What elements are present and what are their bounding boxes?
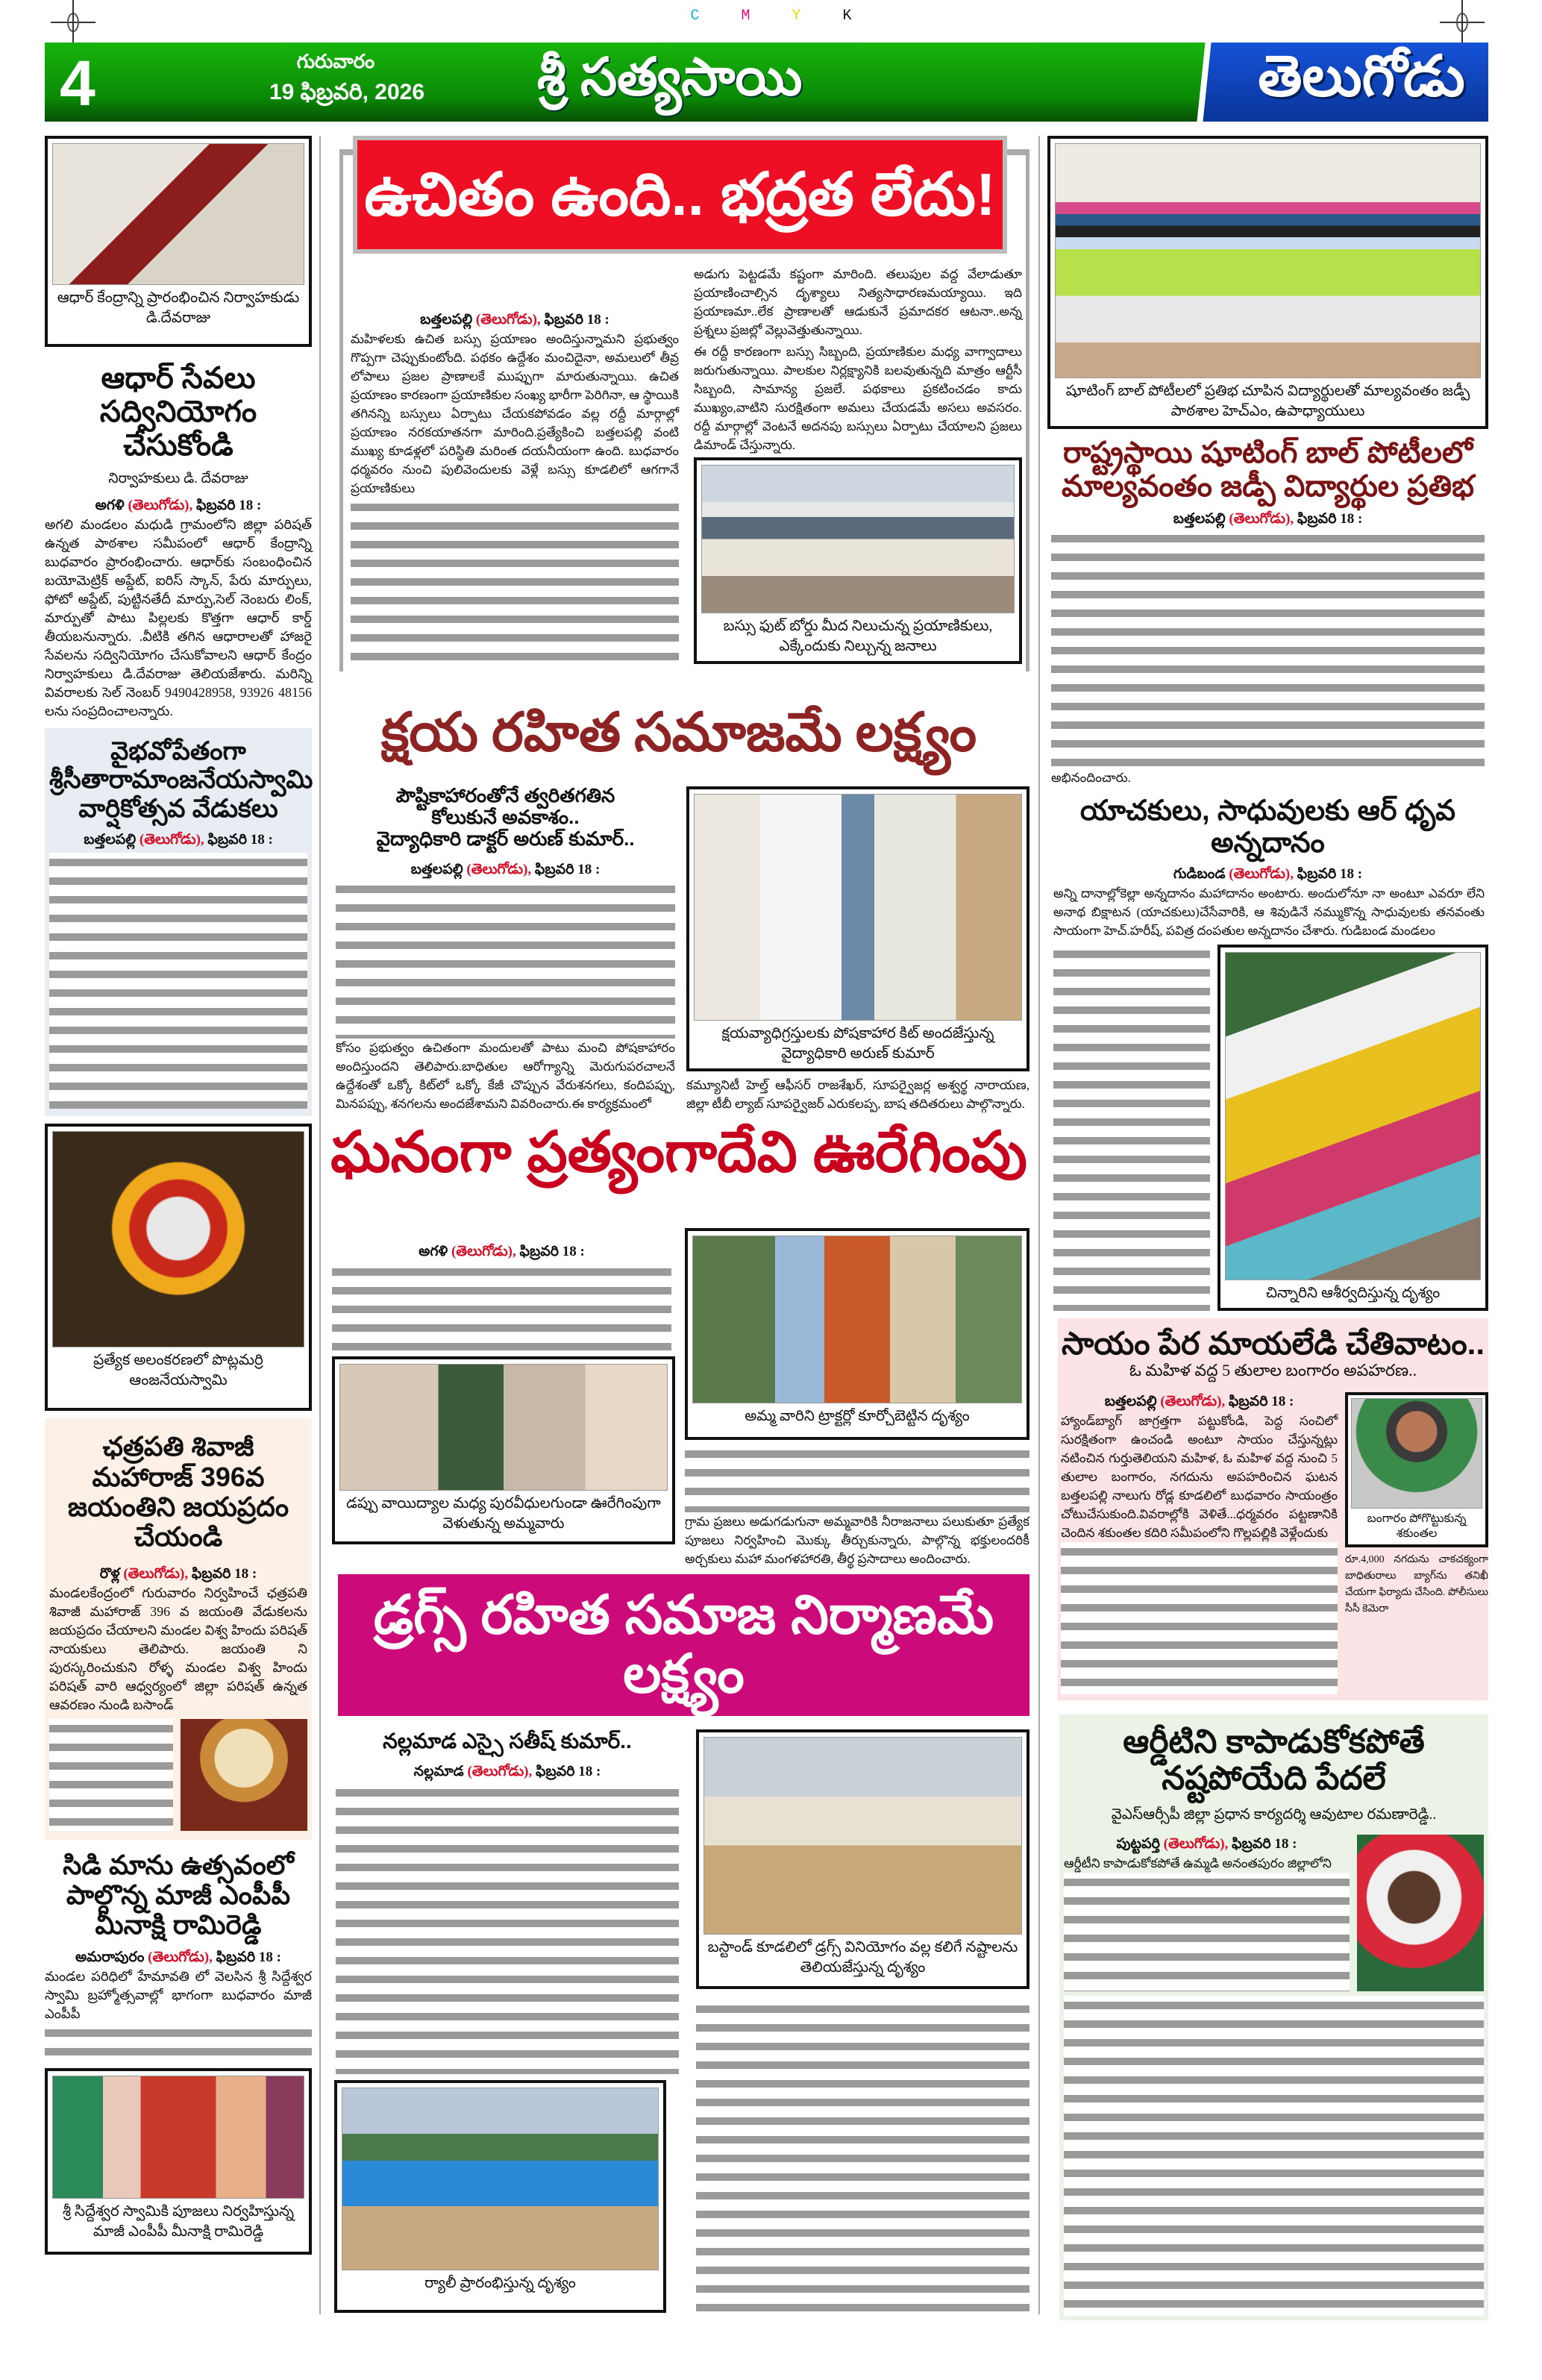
dateline: గుడిబండ (తెలుగోడు), ఫిబ్రవరి 18 :	[1173, 866, 1363, 883]
sidi-body: మండల పరిధిలో హేమావతి లో వెలసిన శ్రీ సిద్దేశ్వర స్వామి బ్రహ్మోత్సవాల్లో భాగంగా బుధవారం మాజీ ఎంపీపీ	[45, 1968, 312, 2021]
bus-body-3: ఈ రద్దీ కారణంగా బస్సు సిబ్బంది, ప్రయాణికుల మధ్య వాగ్వాదాలు జరుగుతున్నాయి. పాలకుల నిర్లక్ష్యానికి బలవుతున్నది మాత్రం ఆర్టీసీ సిబ్బంది, సామాన్య ప్రజలే. పథకాలు ప్రకటించడం కాదు ముఖ్యం,వాటిని సురక్షితంగా అమలు చేయడమే అసలు అవసరం. రద్దీ మార్గాల్లో వెంటనే అదనపు బస్సులు ఏర్పాటు చేయాలని ప్రజలు డిమాండ్ చేస్తున్నారు.	[694, 345, 1022, 452]
aadhar-body: అగలి మండలం మధుడి గ్రామంలోని జిల్లా పరిషత్ ఉన్నత పాఠశాల సమీపంలో ఆధార్ కేంద్రాన్ని బుధవారం ప్రారంభించారు. ఆధార్‌కు సంబంధించిన బయోమెట్రిక్ అప్డేట్, ఐరిస్ స్కాన్, పేరు మార్పులు, ఫోటో అప్డేట్, పుట్టినతేదీ మార్పు,సెల్ నెంబరు లింక్, మార్పుతో పాటు పిల్లలకు కొత్తగా ఆధార్ కార్డ్ తీయబనున్నారు. .వీటికి తగిన ఆధారాలతో హాజరై సేవలను సద్వినియోగం చేసుకోవాలని ఆధార్ కేంద్రం నిర్వాహకులు డి.దేవరాజు తెలియజేశారు. మరిన్ని వివరాలకు సెల్ నెంబర్ 9490428958, 93926 48156 లను సంప్రదించాలన్నారు.	[45, 517, 312, 719]
photo-caption: ఆధార్ కేంద్రాన్ని ప్రారంభించిన నిర్వాహకుడు డి.దేవరాజు	[57, 289, 300, 326]
bus-headline: ఉచితం ఉంది.. భద్రత లేదు!	[364, 161, 996, 228]
drugs-headline-box	[338, 1574, 1029, 1716]
photo-image	[342, 2088, 659, 2270]
cmyk-m: M	[741, 7, 750, 25]
tractor-photo	[685, 1228, 1029, 1440]
dateline: బత్తలపల్లి (తెలుగోడు), ఫిబ్రవరి 18 :	[84, 831, 273, 848]
dateline: పుట్టపర్తి (తెలుగోడు), ఫిబ్రవరి 18 :	[1116, 1835, 1297, 1852]
photo-caption: బస్టాండ్ కూడలిలో డ్రగ్స్ వినియోగం వల్ల కలిగే నష్టాలను తెలియజేస్తున్న దృశ్యం	[707, 1939, 1018, 1976]
photo-caption: ప్రత్యేక అలంకరణలో పొట్లమర్రి ఆంజనేయస్వామి	[93, 1352, 263, 1389]
dateline: బత్తలపల్లి (తెలుగోడు), ఫిబ్రవరి 18 :	[420, 312, 609, 328]
body-text-lines	[49, 1719, 173, 1831]
body-text-lines	[1061, 1542, 1338, 1694]
subhead-line: పౌష్టికాహారంతోనే త్వరితగతిన	[395, 784, 615, 807]
photo-image	[701, 465, 1015, 613]
date: 19 ఫిబ్రవరి, 2026	[269, 80, 425, 104]
dateline: బత్తలపల్లి (తెలుగోడు), ఫిబ్రవరి 18 :	[410, 862, 601, 878]
shivaji-portrait	[181, 1719, 307, 1831]
bus-left-column	[351, 298, 679, 664]
bus-photo	[694, 457, 1022, 664]
dateline: అగళి (తెలుగోడు), ఫిబ్రవరి 18 :	[419, 1244, 585, 1259]
body-text-lines	[1064, 1996, 1484, 2316]
photo-image	[52, 2076, 304, 2199]
rdt-box	[1059, 1714, 1488, 2320]
shooting-headline: రాష్ట్రస్థాయి షూటింగ్ బాల్ పోటీలలో మాల్యవంతం జడ్పీ విద్యార్థుల ప్రతిభ	[1061, 436, 1475, 503]
body-text-lines	[332, 1262, 671, 1352]
rdt-portrait	[1357, 1835, 1484, 1991]
procession-body: గ్రామ ప్రజలు అడుగడుగునా అమ్మవారికి నీరాజనాలు పలుకుతూ ప్రత్యేక పూజలు నిర్వహించి మొక్కు తీర్చుకున్నారు, పాల్గొన్న భక్తులందరికీ అర్చకులు మహా మంగళహారతి, తీర్థ ప్రసాదాలు అందించారు.	[685, 1515, 1029, 1566]
vaibhav-headline: వైభవోపేతంగా శ్రీసీతారామాంజనేయస్వామి వార్షికోత్సవ వేడుకలు	[49, 737, 313, 823]
photo-image	[52, 1131, 304, 1347]
shivaji-body: మండలకేంద్రంలో గురువారం నిర్వహించే ఛత్రపతి శివాజీ మహారాజ్ 396 వ జయంతి వేడుకలను జయప్రదం చేయాలని మండల విశ్వ హిందు పరిషత్ నాయకులు తెలిపారు. జయంతి ని పురస్కరించుకుని రోళ్ళ మండల విశ్వ హిందు పరిషత్ వారి ఆధ్వర్యంలో జిల్లా పరిషత్ ఉన్నత ఆవరణం నుండి బసాండ్	[49, 1585, 307, 1712]
shooting-photo	[1047, 136, 1488, 429]
day: గురువారం	[296, 50, 375, 72]
gold-body-end: రూ.4,000 నగదును చాకచక్యంగా బాధితురాలు బ్యాగ్‌ను తనిఖీ చేయగా ఫిర్యాదు చేసింది. పోలీసులు సీసీ కెమెరా	[1345, 1554, 1488, 1615]
photo-image	[1225, 952, 1481, 1280]
shooting-body: అభినందించారు.	[1051, 771, 1131, 785]
photo-image	[339, 1364, 668, 1491]
photo-image	[692, 1236, 1022, 1403]
tb-right-column	[686, 786, 1029, 1113]
dateline: బత్తలపల్లి (తెలుగోడు), ఫిబ్రవరి 18 :	[1104, 1394, 1294, 1410]
page-number: 4	[60, 48, 95, 119]
column-divider	[319, 136, 321, 2314]
cmyk-marks	[0, 7, 1542, 25]
annadanam-body: అన్ని దానాల్లోకెల్లా అన్నదానం మహాదానం అంటారు. అందులోనూ నా అంటూ ఎవరూ లేని అనాథ బిక్షాటన (యాచకులు)చేసేవారికి, ఆ శివుడినే నమ్ముకొన్న సాధువులకు తనవంతు సాయంగా హెచ్.హరీష్, పవిత్ర దంపతుల అన్నదానం చేశారు. గుడిబండ మండలం	[1053, 886, 1485, 939]
dateline: నల్లమాడ (తెలుగోడు), ఫిబ్రవరి 18 :	[413, 1764, 601, 1779]
drums-photo	[332, 1356, 675, 1544]
bus-headline-box	[353, 136, 1007, 254]
bus-right-column	[694, 265, 1022, 664]
dateline: బత్తలపల్లి (తెలుగోడు), ఫిబ్రవరి 18 :	[1173, 510, 1363, 527]
annadanam-article	[1047, 795, 1488, 1311]
aadhar-headline: ఆధార్ సేవలు సద్వినియోగం చేసుకోండి	[99, 362, 257, 462]
photo-caption: బంగారం పోగొట్టుకున్న శకుంతల	[1367, 1512, 1467, 1541]
tb-body-2: కమ్యూనిటీ హెల్త్ ఆఫీసర్ రాజశేఖర్, సూపర్వైజర్ల అశ్వర్థ నారాయణ, జిల్లా టీబీ ల్యాబ్ సూపర్వైజర్ ఎరుకలప్ప, బాష తదితరులు పాల్గొన్నారు.	[686, 1078, 1029, 1111]
aadhar-subhead: నిర్వాహకులు డి. దేవరాజు	[108, 471, 248, 487]
sidi-article	[45, 1948, 312, 2061]
vaibhav-box	[45, 728, 312, 1116]
brand-logo: తెలుగోడు	[1258, 45, 1465, 108]
shivaji-box	[45, 1418, 312, 1839]
photo-caption: ర్యాలీ ప్రారంభిస్తున్న దృశ్యం	[424, 2275, 576, 2291]
bus-body-2: అడుగు పెట్టడమే కష్టంగా మారింది. తలుపుల వద్ద వేలాడుతూ ప్రయాణించాల్సిన దృశ్యాలు నిత్యసాధారణమయ్యాయి. ఇది ప్రయాణమా..లేక ప్రాణాలతో ఆడుకునే ప్రమాదకర ఆటనా..అన్న ప్రశ్నలు ప్రజల్లో వెల్లువెత్తుతున్నాయి.	[694, 267, 1022, 337]
body-text-lines	[45, 2023, 312, 2061]
body-text-lines	[49, 853, 307, 1109]
sidi-headline: సిడి మాను ఉత్సవంలో పాల్గొన్న మాజీ ఎంపీపీ మీనాక్షి రామిరెడ్డి	[63, 1849, 294, 1941]
masthead	[45, 43, 1488, 122]
procession-right-text	[685, 1444, 1029, 1568]
dateline: రొళ్ల (తెలుగోడు), ఫిబ్రవరి 18 :	[99, 1565, 257, 1582]
photo-image	[694, 794, 1022, 1021]
aadhar-photo	[45, 136, 312, 347]
photo-caption: బస్సు ఫుట్ బోర్డు మీద నిలుచున్న ప్రయాణికులు, ఎక్కేందుకు నిల్చున్న జనాలు	[723, 618, 993, 654]
drugs-subhead: నల్లమాడ ఎస్సై సతీష్ కుమార్..	[383, 1729, 632, 1753]
cmyk-c: C	[690, 7, 700, 25]
photo-image	[703, 1737, 1022, 1935]
gold-headline: సాయం పేర మాయలేడి చేతివాటం..	[1061, 1326, 1485, 1361]
dateline: అగళి (తెలుగోడు), ఫిబ్రవరి 18 :	[95, 498, 262, 514]
photo-image	[1351, 1398, 1482, 1509]
registration-mark-icon	[51, 0, 95, 45]
tb-body: కోసం ప్రభుత్వం ఉచితంగా మందులతో పాటు మంచి పోషకాహారం అందిస్తుందని తెలిపారు.బాధితుల ఆరోగ్యాన్ని మెరుగుపరచాలనే ఉద్దేశంతో ఒక్కో కిట్‌లో ఒక్కో కేజీ చొప్పున వేరుశనగలు, కందిపప్పు, మినపప్పు, శనగలను అందజేశామని వివరించారు.ఈ కార్యక్రమంలో	[336, 1041, 675, 1111]
body-text-lines	[696, 1999, 1029, 2317]
tb-left-column	[332, 785, 679, 1113]
annadanam-headline: యాచకులు, సాధువులకు ఆర్ ధృవ అన్నదానం	[1079, 795, 1456, 859]
shivaji-headline: ఛత్రపతి శివాజీ మహారాజ్ 396వ జయంతిని జయప్రదం చేయండి	[67, 1431, 289, 1553]
rdt-body: ఆర్డీటీని కాపాడుకోకపోతే ఉమ్మడి అనంతపురం జిల్లాలోని	[1064, 1856, 1332, 1870]
subhead-line: కోలుకునే అవకాశం..	[431, 806, 580, 829]
drugs-headline: డ్రగ్స్ రహిత సమాజ నిర్మాణమే లక్ష్యం	[373, 1585, 994, 1704]
rally-photo	[334, 2080, 666, 2313]
body-text-lines	[336, 1783, 679, 2074]
tb-headline: క్షయ రహిత సమాజమే లక్ష్యం	[380, 703, 977, 762]
rdt-headline: ఆర్డీటిని కాపాడుకోకపోతే నష్టపోయేది పేదలే	[1123, 1723, 1425, 1797]
tb-subhead	[332, 785, 679, 850]
photo-caption: శ్రీ సిద్దేశ్వర స్వామికి పూజలు నిర్వహిస్తున్న మాజీ ఎంపీపీ మీనాక్షి రామిరెడ్డి	[62, 2202, 295, 2240]
bus-body-1: మహిళలకు ఉచిత బస్సు ప్రయాణం అందిస్తున్నామని ప్రభుత్వం గొప్పగా చెప్పుకుంటోంది. పథకం ఉద్దేశం మంచిదైనా, అమలులో తీవ్ర లోపాలు ప్రజల ప్రాణాలకే ముప్పుగా మారుతున్నాయి. ఉచిత ప్రయాణం కారణంగా ప్రయాణికుల సంఖ్య భారీగా పెరిగినా, ఆ స్థాయికి తగినన్ని బస్సులు ఏర్పాటు చేయకపోవడం వల్ల రద్దీ మార్గాల్లో ప్రయాణం నరకయాతనగా మారింది.ప్రత్యేకించి బత్తలపల్లి వంటి ముఖ్య కూడళ్లలో పరిస్థితి మరింత దయనీయంగా ఉంది. బుధవారం ధర్మవరం నుంచి పులివెందులకు వెళ్లే బస్సు కూడలిలో ఆగగానే ప్రయాణికులు	[351, 332, 679, 495]
rdt-subhead: వైఎస్ఆర్సీపీ జిల్లా ప్రధాన కార్యదర్శి ఆవుటాల రమణారెడ్డి..	[1111, 1806, 1437, 1823]
photo-caption: షూటింగ్ బాల్ పోటీలలో ప్రతిభ చూపిన విద్యార్థులతో మాల్యవంతం జడ్పీ పాఠశాల హెచ్‌ఎం, ఉపాధ్యాయులు	[1065, 383, 1470, 419]
body-text-lines	[336, 880, 675, 1039]
section-title: శ్రీ సత్యసాయి	[537, 48, 803, 106]
photo-caption: అమ్మ వారిని ట్రాక్టర్లో కూర్చోబెట్టిన దృశ్యం	[745, 1408, 970, 1424]
aadhar-article	[45, 496, 312, 721]
subhead-line: వైద్యాధికారి డాక్టర్ అరుణ్ కుమార్..	[376, 827, 635, 851]
photo-caption: క్షయవ్యాధిగ్రస్తులకు పోషకాహార కిట్ అందజేస్తున్న వైద్యాధికారి అరుణ్ కుమార్	[721, 1025, 994, 1062]
annadanam-photo	[1217, 945, 1488, 1311]
registration-mark-icon	[1440, 0, 1485, 45]
body-text-lines	[1064, 1873, 1350, 1991]
gold-body: హ్యాండ్‌బ్యాగ్ జాగ్రత్తగా పట్టుకోండి, పెద్ద సంచిలో సురక్షితంగా ఉంచండి అంటూ సాయం చేస్తున్నట్లు నటించిన గుర్తుతెలియని మహిళ, ఓ మహిళ వద్ద నుంచి 5 తులాల బంగారం, నగదును అపహరించిన ఘటన బత్తలపల్లి నాలుగు రోడ్ల కూడలిలో బుధవారం సాయంత్రం చోటుచేసుకుంది.వివరాల్లోకి వెళితే...ధర్మవరం పట్టణానికి చెందిన శకుంతల కదిరి సమీపంలోని గొల్లపల్లికి వెళ్లేందుకు	[1061, 1414, 1338, 1541]
photo-caption: డప్పు వాయిద్యాల మధ్య పురవీధులగుండా ఊరేగింపుగా వెళుతున్న అమ్మవారు	[346, 1495, 661, 1532]
body-text-lines	[351, 498, 679, 664]
photo-caption: చిన్నారిని ఆశీర్వదిస్తున్న దృశ్యం	[1265, 1285, 1441, 1301]
shooting-article	[1047, 436, 1488, 787]
tb-photo	[686, 786, 1029, 1071]
photo-image	[52, 143, 304, 285]
gold-box	[1058, 1318, 1488, 1700]
procession-headline: ఘనంగా ప్రత్యంగాదేవి ఊరేగింపు	[330, 1121, 1027, 1184]
body-text-lines	[685, 1444, 1029, 1512]
cmyk-y: Y	[792, 7, 801, 25]
sidi-photo	[45, 2068, 312, 2255]
photo-image	[1055, 143, 1481, 378]
cmyk-k: K	[842, 7, 852, 25]
dateline: అమరాపురం (తెలుగోడు), ఫిబ్రవరి 18 :	[75, 1949, 282, 1965]
body-text-lines	[1051, 529, 1485, 768]
column-divider	[1038, 136, 1040, 2314]
temple-photo	[45, 1124, 312, 1411]
gold-photo	[1345, 1392, 1488, 1547]
body-text-lines	[1053, 945, 1210, 1311]
left-column	[45, 136, 312, 2255]
gold-subhead: ఓ మహిళ వద్ద 5 తులాల బంగారం అపహరణ..	[1129, 1361, 1417, 1380]
busstand-photo	[696, 1729, 1029, 1989]
